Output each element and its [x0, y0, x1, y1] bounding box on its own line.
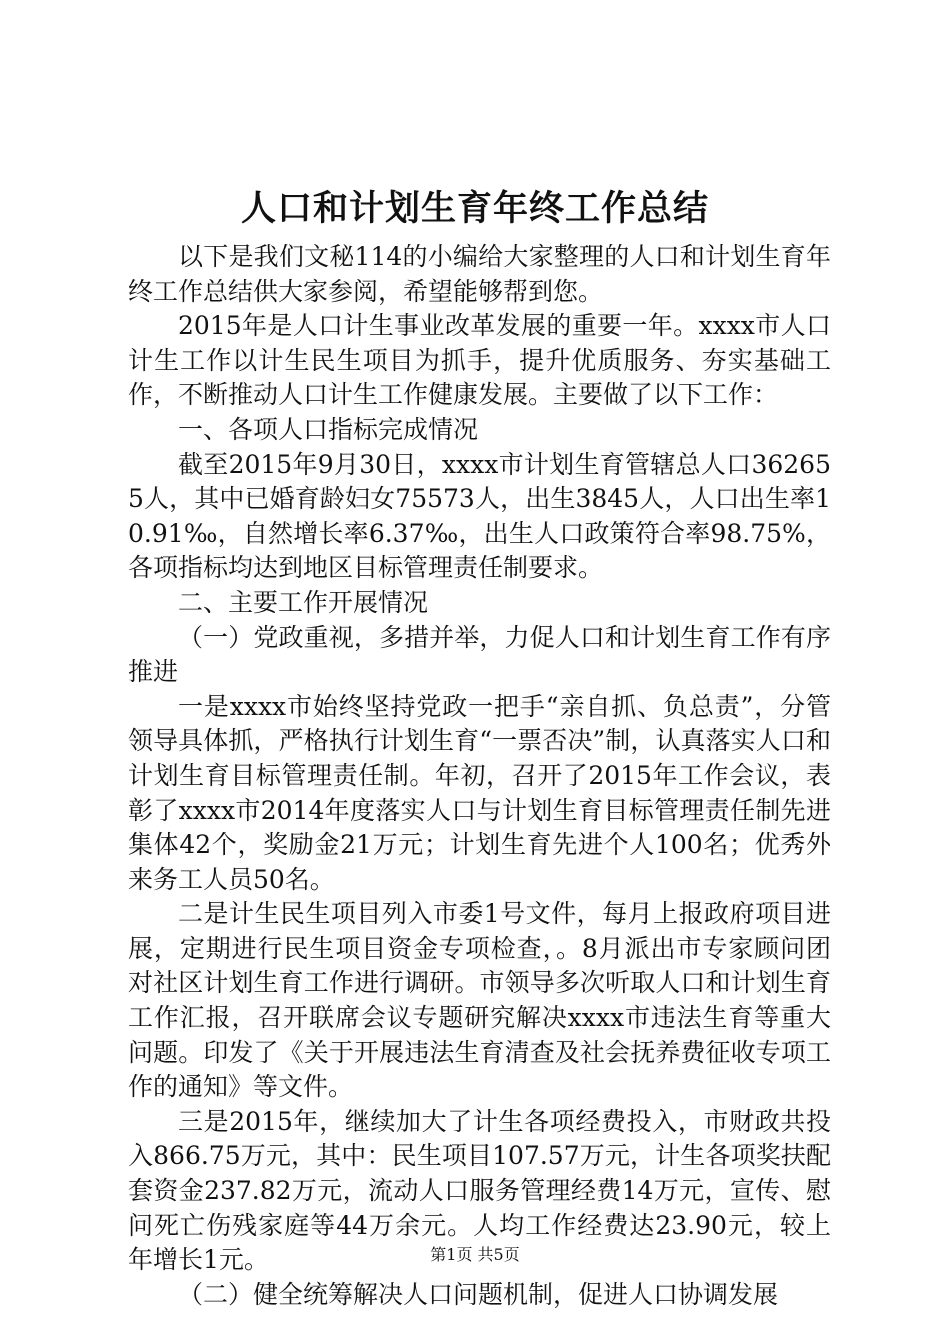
section-heading-1: 一、各项人口指标完成情况 — [178, 414, 479, 444]
work-paragraph-2: 二是计生民生项目列入市委1号文件，每月上报政府项目进展，定期进行民生项目资金专项检查，。8月派出市专家顾问团对社区计划生育工作进行调研。市领导多次听取人口和计划生育工作汇报，召开联席会议专题研究解决xxxx市违法生育等重大问题。印发了《关于开展违法生育清查及社会抚养费征收专项工作的通知》等文件。 — [128, 899, 831, 1102]
document-body — [128, 240, 831, 1312]
section-heading-2: 二、主要工作开展情况 — [178, 587, 429, 617]
work-paragraph-1: 一是xxxx市始终坚持党政一把手“亲自抓、负总责”，分管领导具体抓，严格执行计划生育“一票否决”制，认真落实人口和计划生育目标管理责任制。年初，召开了2015年工作会议，表彰了xxxx市2014年度落实人口与计划生育目标管理责任制先进集体42个，奖励金21万元；计划生育先进个人100名；优秀外来务工人员50名。 — [128, 691, 831, 894]
document-title: 人口和计划生育年终工作总结 — [240, 188, 709, 229]
page-footer: 第1页 共5页 — [430, 1245, 520, 1264]
subsection-heading-2: （二）健全统筹解决人口问题机制，促进人口协调发展 — [178, 1279, 779, 1309]
indicators-paragraph: 截至2015年9月30日，xxxx市计划生育管辖总人口362655人，其中已婚育龄妇女75573人，出生3845人，人口出生率10.91‰，自然增长率6.37‰，出生人口政策符合率98.75%，各项指标均达到地区目标管理责任制要求。 — [128, 449, 831, 583]
subsection-heading-1: （一）党政重视，多措并举，力促人口和计划生育工作有序推进 — [128, 622, 831, 687]
overview-paragraph: 2015年是人口计生事业改革发展的重要一年。xxxx市人口计生工作以计生民生项目为抓手，提升优质服务、夯实基础工作，不断推动人口计生工作健康发展。主要做了以下工作： — [128, 311, 831, 410]
intro-paragraph: 以下是我们文秘114的小编给大家整理的人口和计划生育年终工作总结供大家参阅，希望能够帮到您。 — [128, 242, 831, 306]
work-paragraph-3: 三是2015年，继续加大了计生各项经费投入，市财政共投入866.75万元，其中：民生项目107.57万元，计生各项奖扶配套资金237.82万元，流动人口服务管理经费14万元，宣传、慰问死亡伤残家庭等44万余元。人均工作经费达23.90元，较上年增长1元。 — [128, 1106, 831, 1275]
